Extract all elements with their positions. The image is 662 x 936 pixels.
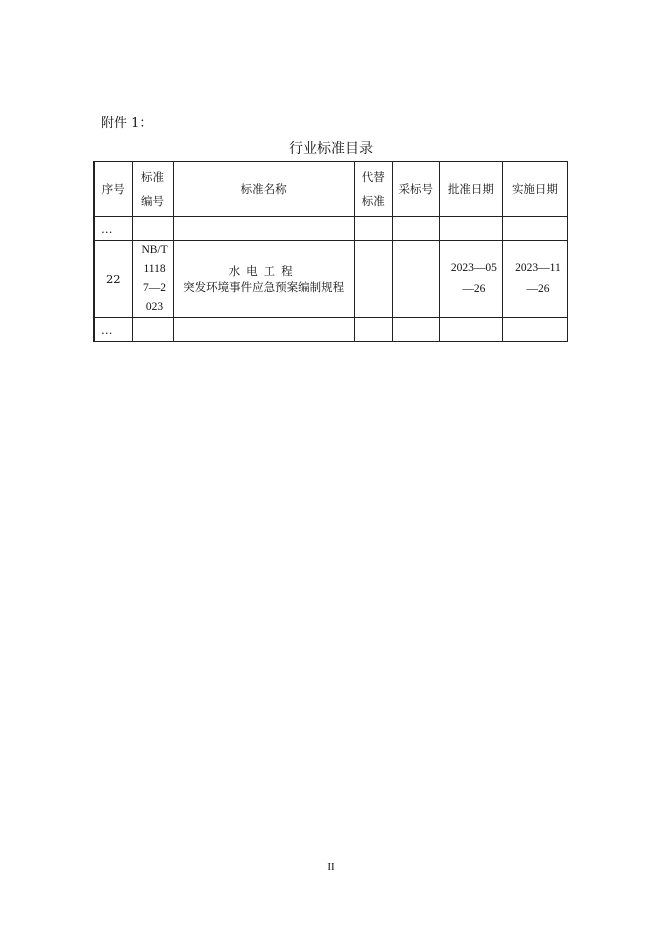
- table-row-ellipsis-top: [94, 217, 568, 241]
- header-approve-date: 批准日期: [439, 162, 502, 217]
- row-replaced: [354, 241, 392, 318]
- header-replaced: [354, 162, 392, 217]
- row-approve-date-line: —26: [462, 283, 486, 295]
- row-std-no-line: NB/T: [141, 244, 168, 256]
- ellipsis-cell: …: [94, 318, 132, 342]
- table-header-row: [94, 162, 568, 217]
- header-std-name: 标准名称: [173, 162, 354, 217]
- row-std-no-line: 023: [145, 301, 164, 313]
- row-std-no-line: 7—2: [143, 282, 167, 294]
- page-number: II: [327, 861, 335, 873]
- row-approve-date-line: 2023—05: [450, 262, 497, 274]
- table-row: [94, 241, 568, 318]
- header-seq: 序号: [94, 162, 132, 217]
- row-seq: 22: [94, 241, 132, 318]
- row-effective-date-line: —26: [526, 283, 550, 295]
- ellipsis-cell: …: [94, 217, 132, 241]
- header-effective-date: 实施日期: [502, 162, 567, 217]
- header-replaced-line2: 标准: [361, 194, 385, 208]
- row-std-name: [173, 241, 354, 318]
- header-std-no-line1: 标准: [141, 170, 165, 184]
- row-approve-date: [439, 241, 502, 318]
- row-std-name-line2: 突发环境事件应急预案编制规程: [183, 280, 345, 294]
- row-effective-date: [502, 241, 567, 318]
- row-std-name-line1: 水电工程: [228, 264, 299, 278]
- header-replaced-line1: 代替: [361, 170, 385, 184]
- row-effective-date-line: 2023—11: [515, 262, 561, 274]
- row-std-no-line: 1118: [143, 263, 166, 275]
- row-adopted: [392, 241, 439, 318]
- row-std-no: [132, 241, 173, 318]
- table-title: 行业标准目录: [289, 141, 373, 157]
- standards-table: [93, 161, 568, 342]
- header-std-no-line2: 编号: [141, 194, 165, 208]
- attachment-label: 附件 1：: [101, 116, 153, 131]
- table-row-ellipsis-bottom: [94, 318, 568, 342]
- header-std-no: [132, 162, 173, 217]
- header-adopted: 采标号: [392, 162, 439, 217]
